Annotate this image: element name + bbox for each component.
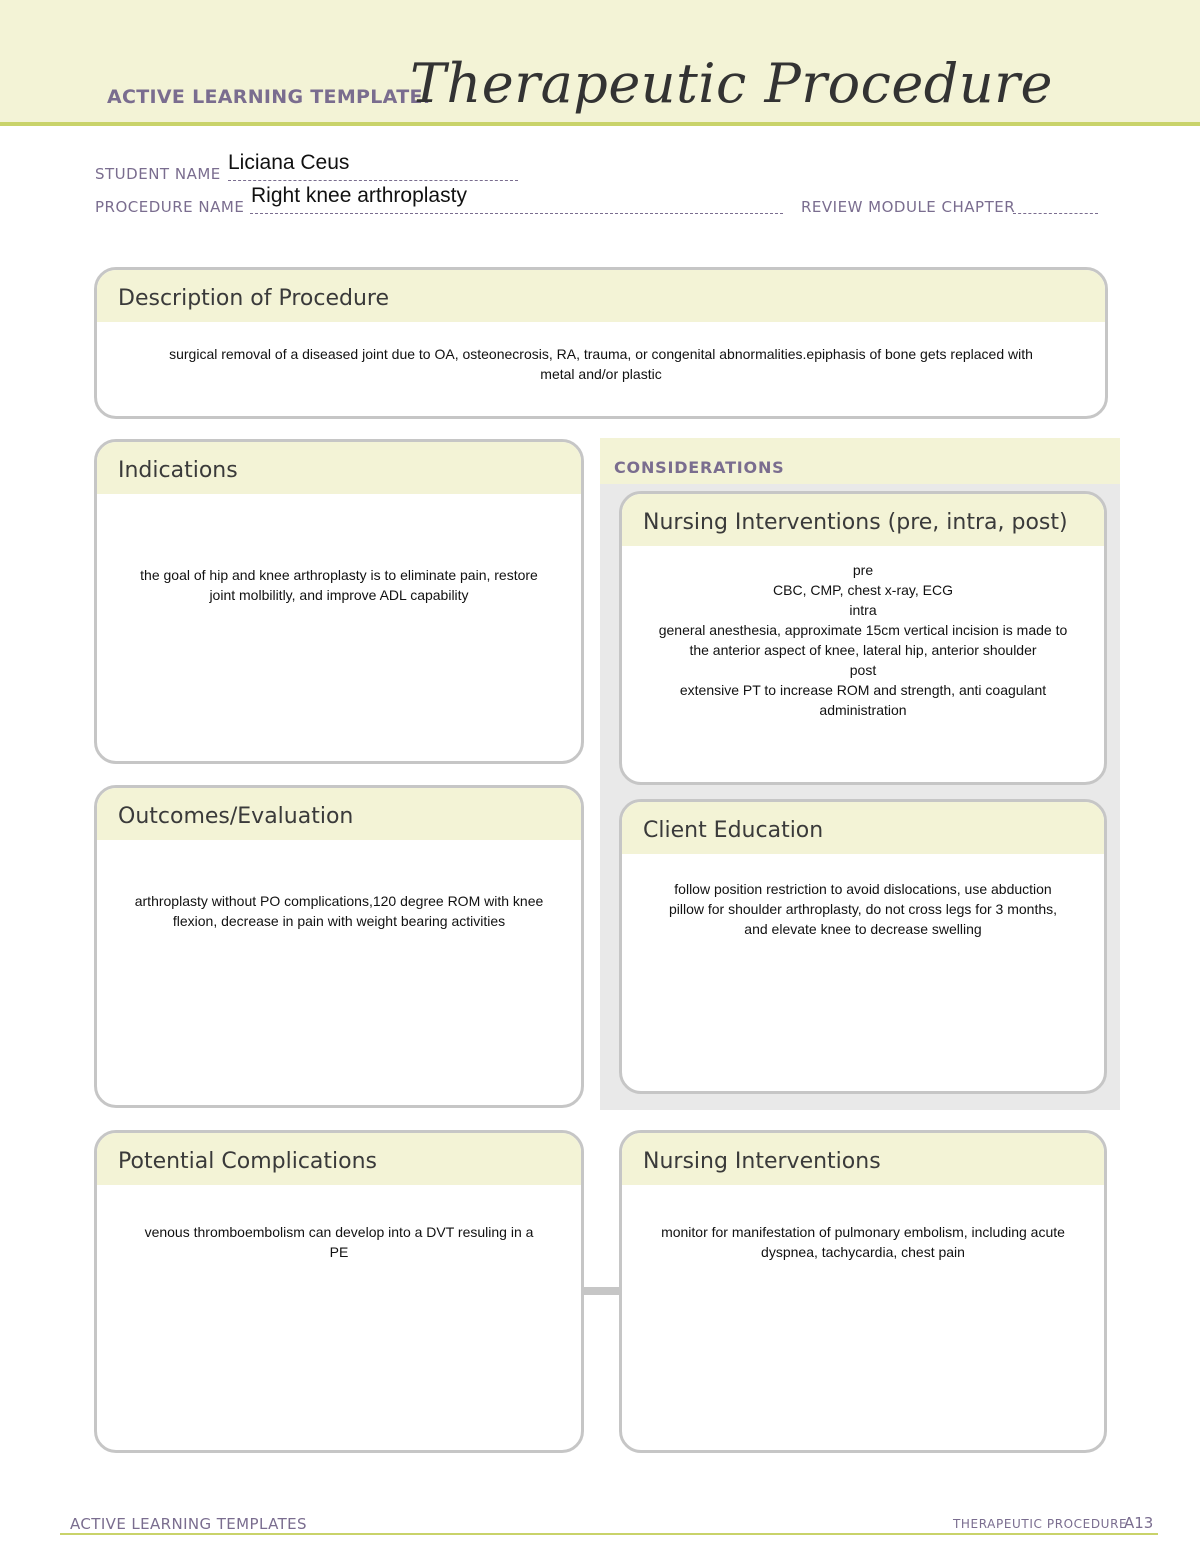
description-title: Description of Procedure — [97, 270, 1105, 322]
student-name-label: STUDENT NAME — [95, 165, 221, 183]
procedure-name-field[interactable]: Right knee arthroplasty — [251, 184, 467, 207]
client-education-section — [619, 799, 1107, 1094]
complications-section — [94, 1130, 584, 1453]
review-module-field[interactable] — [1013, 213, 1098, 214]
nursing-interventions-pip-body[interactable]: pre CBC, CMP, chest x-ray, ECG intra general anesthesia, approximate 15cm vertical incision is made to the anterior aspect of knee, lateral hip, anterior shoulder post extensive PT to increase ROM and strength, anti coagulant administration — [658, 562, 1068, 718]
student-name-line — [228, 180, 518, 181]
page-header — [0, 0, 1200, 126]
procedure-name-line — [250, 213, 783, 214]
nursing-interventions-pip-title: Nursing Interventions (pre, intra, post) — [622, 494, 1104, 546]
nursing-interventions-title: Nursing Interventions — [622, 1133, 1104, 1185]
page-title: Therapeutic Procedure — [410, 52, 1053, 115]
complications-body[interactable]: venous thromboembolism can develop into a DVT resuling in a PE — [144, 1224, 534, 1260]
template-label: ACTIVE LEARNING TEMPLATE: — [107, 86, 431, 108]
footer-divider — [60, 1533, 1158, 1535]
outcomes-title: Outcomes/Evaluation — [97, 788, 581, 840]
considerations-header — [600, 438, 1120, 484]
nursing-interventions-pip-section — [619, 491, 1107, 785]
footer-left-label: ACTIVE LEARNING TEMPLATES — [70, 1515, 307, 1533]
considerations-label: CONSIDERATIONS — [614, 458, 785, 477]
footer-right-label: THERAPEUTIC PROCEDURE — [953, 1517, 1128, 1531]
complications-title: Potential Complications — [97, 1133, 581, 1185]
nursing-interventions-section — [619, 1130, 1107, 1453]
student-name-field[interactable]: Liciana Ceus — [228, 151, 350, 174]
page-number: A13 — [1124, 1514, 1154, 1532]
client-education-body[interactable]: follow position restriction to avoid dislocations, use abduction pillow for shoulder arthroplasty, do not cross legs for 3 months, and elevate knee to decrease swelling — [668, 881, 1058, 937]
outcomes-body[interactable]: arthroplasty without PO complications,120 degree ROM with knee flexion, decrease in pain with weight bearing activities — [134, 893, 544, 929]
section-connector — [582, 1287, 620, 1295]
procedure-name-label: PROCEDURE NAME — [95, 198, 245, 216]
client-education-title: Client Education — [622, 802, 1104, 854]
nursing-interventions-body[interactable]: monitor for manifestation of pulmonary embolism, including acute dyspnea, tachycardia, chest pain — [661, 1224, 1065, 1260]
description-section — [94, 267, 1108, 419]
indications-body[interactable]: the goal of hip and knee arthroplasty is to eliminate pain, restore joint molbilitly, and improve ADL capability — [140, 567, 538, 603]
indications-title: Indications — [97, 442, 581, 494]
review-module-label: REVIEW MODULE CHAPTER — [801, 198, 1016, 216]
indications-section — [94, 439, 584, 764]
description-body[interactable]: surgical removal of a diseased joint due to OA, osteonecrosis, RA, trauma, or congenital abnormalities.epiphasis of bone gets replaced with metal and/or plastic — [169, 346, 1033, 382]
outcomes-section — [94, 785, 584, 1108]
